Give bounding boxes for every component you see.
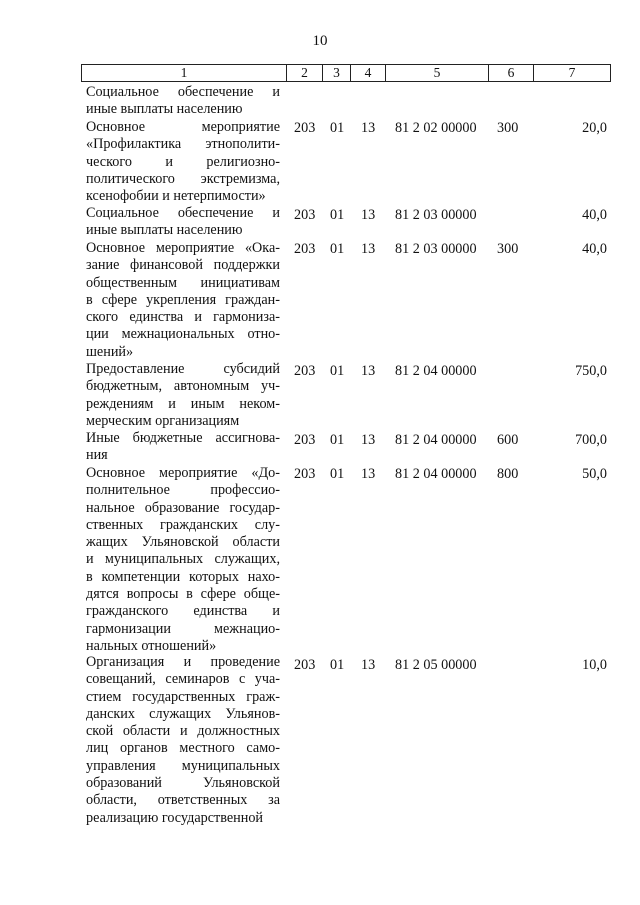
row-name-line: реждениям и иным неком-: [86, 395, 280, 412]
row-cell-c7: 20,0: [582, 120, 607, 137]
row-name-line: Иные бюджетные ассигнова-: [86, 430, 280, 446]
header-col-6: 6: [489, 65, 534, 81]
row-name: [86, 119, 280, 205]
header-col-1: 1: [82, 65, 287, 81]
row-name-line: дятся вопросы в сфере обще-: [86, 586, 280, 603]
row-cell-c6: 800: [497, 466, 519, 483]
row-cell-c4: 13: [361, 431, 376, 448]
row-cell-c5: 81 2 04 00000: [395, 466, 477, 483]
row-name-line: данских служащих Ульянов-: [86, 705, 280, 722]
row-cell-c3: 01: [330, 120, 345, 137]
row-name-line: и муниципальных служащих,: [86, 551, 280, 568]
row-name-line: в компетенции которых нахо-: [86, 568, 280, 585]
row-name-line: совещаний, семинаров с уча-: [86, 671, 280, 688]
row-name-line: ственных гражданских слу-: [86, 516, 280, 533]
row-name-line: Социальное обеспечение и: [86, 84, 280, 100]
row-name-line: ской области и должностных: [86, 723, 280, 740]
header-col-7: 7: [568, 65, 576, 80]
row-cell-c5: 81 2 05 00000: [395, 657, 477, 673]
header-col-3: 3: [323, 65, 351, 81]
header-col-4: 4: [351, 65, 386, 81]
row-cell-c4: 13: [361, 241, 376, 258]
row-name-line: ции межнациональных отно-: [86, 326, 280, 343]
row-name-line: образований Ульяновской: [86, 775, 280, 792]
row-cell-c3: 01: [330, 241, 345, 258]
row-cell-c2: 203: [294, 362, 316, 379]
row-name: [86, 240, 280, 361]
row-cell-c3: 01: [330, 362, 345, 379]
row-name-line: иные выплаты населению: [86, 101, 243, 118]
row-name: [86, 465, 280, 655]
row-name-line: ния: [86, 447, 108, 464]
row-cell-c3: 01: [330, 657, 345, 673]
row-name-line: стием государственных граж-: [86, 688, 280, 705]
row-name-line: управления муниципальных: [86, 757, 280, 774]
row-cell-c3: 01: [330, 431, 345, 448]
row-name-line: Основное мероприятие «До-: [86, 465, 280, 481]
row-name-line: Основное мероприятие «Ока-: [86, 240, 280, 256]
row-name-line: жащих Ульяновской области: [86, 534, 280, 551]
row-name-line: ксенофобии и нетерпимости»: [86, 188, 266, 205]
row-cell-c4: 13: [361, 362, 376, 379]
row-name-line: шений»: [86, 343, 134, 360]
row-cell-c7: 40,0: [582, 207, 607, 224]
row-name: [86, 84, 280, 119]
row-name-line: нальных отношений»: [86, 637, 217, 654]
row-name: [86, 430, 280, 465]
row-cell-c4: 13: [361, 120, 376, 137]
row-name-line: гражданского единства и: [86, 603, 280, 620]
row-cell-c7: 750,0: [575, 362, 607, 379]
row-cell-c7: 10,0: [582, 657, 607, 673]
row-name-line: ского единства и гармониза-: [86, 309, 280, 326]
row-cell-c2: 203: [294, 120, 316, 137]
row-cell-c5: 81 2 04 00000: [395, 431, 477, 448]
row-cell-c5: 81 2 03 00000: [395, 207, 477, 224]
row-name-line: зание финансовой поддержки: [86, 257, 280, 274]
row-name-line: реализацию государственной: [86, 809, 264, 826]
row-cell-c2: 203: [294, 207, 316, 224]
row-cell-c5: 81 2 03 00000: [395, 241, 477, 258]
row-name-line: области, ответственных за: [86, 792, 280, 809]
row-name-line: «Профилактика этнополити-: [86, 136, 280, 153]
row-name-line: бюджетным, автономным уч-: [86, 378, 280, 395]
row-cell-c4: 13: [361, 466, 376, 483]
row-cell-c2: 203: [294, 431, 316, 448]
row-cell-c3: 01: [330, 466, 345, 483]
row-cell-c6: 600: [497, 431, 519, 448]
page-number: 10: [312, 33, 328, 49]
row-name-line: общественным инициативам: [86, 274, 280, 291]
row-name-line: ческого и религиозно-: [86, 153, 280, 170]
row-name: [86, 205, 280, 240]
row-cell-c5: 81 2 02 00000: [395, 120, 477, 137]
row-cell-c4: 13: [361, 657, 376, 673]
row-name-line: Организация и проведение: [86, 654, 280, 670]
row-name-line: Предоставление субсидий: [86, 361, 280, 377]
row-name: [86, 361, 280, 430]
row-name-line: лиц органов местного само-: [86, 740, 280, 757]
row-name-line: мерческим организациям: [86, 412, 240, 429]
row-cell-c6: 300: [497, 241, 519, 258]
row-cell-c7: 40,0: [582, 241, 607, 258]
row-cell-c7: 700,0: [575, 431, 607, 448]
row-cell-c2: 203: [294, 657, 316, 673]
row-name: [86, 654, 280, 827]
table-header-row: [81, 64, 611, 82]
row-cell-c4: 13: [361, 207, 376, 224]
row-name-line: иные выплаты населению: [86, 222, 243, 239]
row-cell-c2: 203: [294, 241, 316, 258]
row-cell-c5: 81 2 04 00000: [395, 362, 477, 379]
row-cell-c3: 01: [330, 207, 345, 224]
row-name-line: нальное образование государ-: [86, 499, 280, 516]
header-col-5: 5: [386, 65, 489, 81]
header-col-2: 2: [287, 65, 323, 81]
row-name-line: в сфере укрепления граждан-: [86, 291, 280, 308]
row-cell-c2: 203: [294, 466, 316, 483]
row-name-line: политического экстремизма,: [86, 170, 280, 187]
row-name-line: полнительное профессио-: [86, 482, 280, 499]
row-name-line: гармонизации межнацио-: [86, 620, 280, 637]
row-name-line: Социальное обеспечение и: [86, 205, 280, 221]
row-name-line: Основное мероприятие: [86, 119, 280, 135]
row-cell-c6: 300: [497, 120, 519, 137]
row-cell-c7: 50,0: [582, 466, 607, 483]
